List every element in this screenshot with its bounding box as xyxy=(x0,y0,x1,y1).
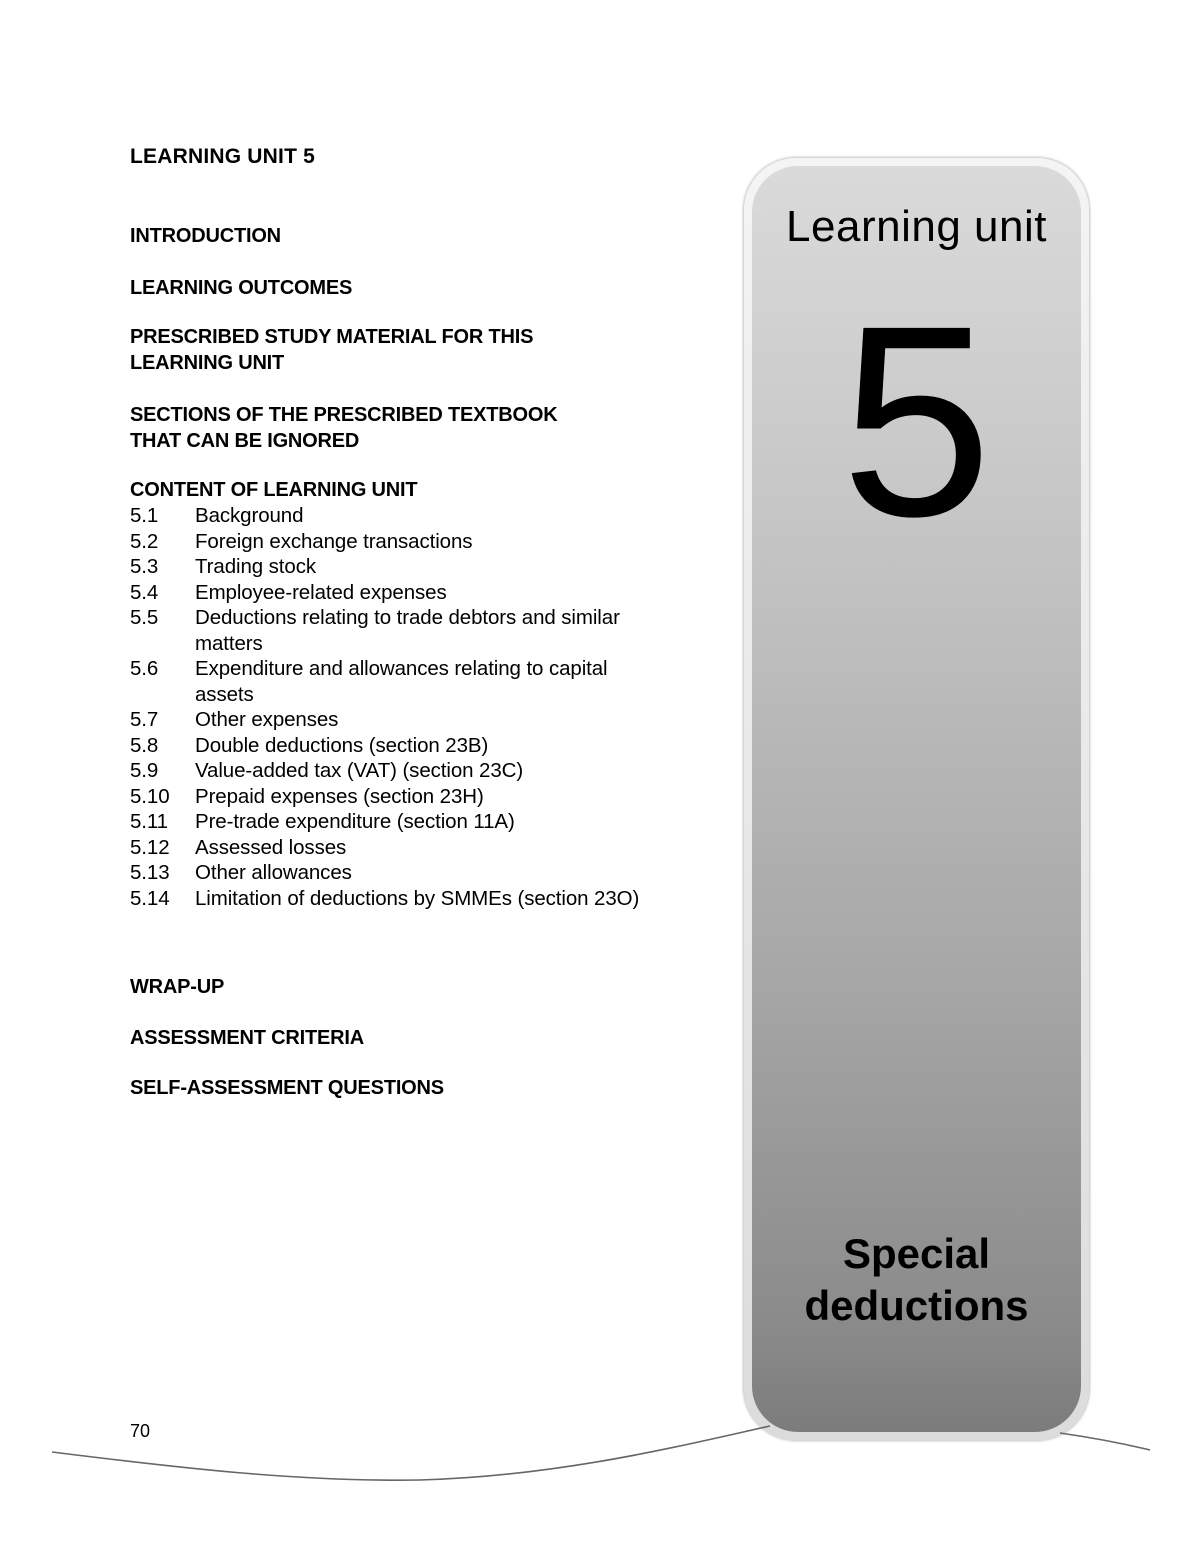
heading-wrap-up: WRAP-UP xyxy=(130,976,225,998)
list-item-number: 5.13 xyxy=(130,861,170,884)
list-item-text: Expenditure and allowances relating to capital assets xyxy=(195,657,608,706)
list-item xyxy=(130,860,670,886)
heading-prescribed-material-line2: LEARNING UNIT xyxy=(130,352,285,374)
list-item-text: Other expenses xyxy=(195,708,339,731)
list-item-text: Prepaid expenses (section 23H) xyxy=(195,784,484,808)
list-item-number: 5.2 xyxy=(130,529,159,553)
list-item-number: 5.11 xyxy=(130,810,168,833)
list-item-text: Pre-trade expenditure (section 11A) xyxy=(195,810,515,833)
list-item xyxy=(130,784,670,810)
list-item xyxy=(130,656,670,707)
unit-card-panel xyxy=(752,166,1081,1432)
unit-card xyxy=(744,158,1089,1440)
list-item-text: Value-added tax (VAT) (section 23C) xyxy=(195,759,524,782)
decorative-wave xyxy=(0,1400,1200,1500)
list-item xyxy=(130,580,670,606)
list-item-number: 5.14 xyxy=(130,886,170,910)
list-item-number: 5.4 xyxy=(130,580,159,604)
content-list xyxy=(130,503,670,911)
list-item xyxy=(130,809,670,835)
list-item xyxy=(130,758,670,784)
list-item-text: Assessed losses xyxy=(195,835,347,859)
heading-ignored-sections xyxy=(130,402,650,454)
unit-card-number: 5 xyxy=(840,269,993,573)
list-item xyxy=(130,503,670,529)
list-item xyxy=(130,835,670,861)
heading-prescribed-material-line1: PRESCRIBED STUDY MATERIAL FOR THIS xyxy=(130,326,534,348)
unit-card-label: Learning unit xyxy=(786,202,1047,251)
list-item-text: Deductions relating to trade debtors and similar matters xyxy=(195,606,620,655)
list-item-text: Employee-related expenses xyxy=(195,580,447,604)
unit-card-subtitle-line2: deductions xyxy=(804,1282,1029,1329)
heading-prescribed-material xyxy=(130,324,650,376)
list-item-number: 5.7 xyxy=(130,708,159,731)
list-item xyxy=(130,733,670,759)
list-item-number: 5.8 xyxy=(130,733,159,757)
heading-ignored-sections-line1: SECTIONS OF THE PRESCRIBED TEXTBOOK xyxy=(130,404,558,426)
unit-card-subtitle-line1: Special xyxy=(842,1230,991,1277)
list-item-number: 5.10 xyxy=(130,784,170,808)
list-item-number: 5.3 xyxy=(130,555,159,578)
list-item xyxy=(130,886,670,912)
unit-title: LEARNING UNIT 5 xyxy=(130,145,316,168)
list-item-text: Other allowances xyxy=(195,861,352,884)
list-item-number: 5.5 xyxy=(130,606,159,629)
list-item-text: Limitation of deductions by SMMEs (section 23O) xyxy=(195,886,640,910)
list-item xyxy=(130,554,670,580)
heading-content: CONTENT OF LEARNING UNIT xyxy=(130,479,418,501)
page-number: 70 xyxy=(130,1421,151,1441)
list-item-text: Trading stock xyxy=(195,555,316,578)
list-item xyxy=(130,605,670,656)
heading-assessment-criteria: ASSESSMENT CRITERIA xyxy=(130,1027,365,1049)
list-item-number: 5.9 xyxy=(130,759,159,782)
unit-card-subtitle xyxy=(752,1228,1081,1332)
list-item-text: Double deductions (section 23B) xyxy=(195,733,489,757)
list-item-number: 5.12 xyxy=(130,835,170,859)
list-item-number: 5.1 xyxy=(130,504,159,527)
list-item-text: Background xyxy=(195,504,304,527)
list-item-number: 5.6 xyxy=(130,657,159,680)
heading-learning-outcomes: LEARNING OUTCOMES xyxy=(130,277,353,299)
wave-line-left xyxy=(52,1426,770,1480)
list-item xyxy=(130,707,670,733)
list-item-text: Foreign exchange transactions xyxy=(195,529,473,553)
list-item xyxy=(130,529,670,555)
heading-introduction: INTRODUCTION xyxy=(130,225,281,247)
heading-ignored-sections-line2: THAT CAN BE IGNORED xyxy=(130,430,360,452)
wave-line-right xyxy=(1060,1433,1150,1450)
heading-self-assessment: SELF-ASSESSMENT QUESTIONS xyxy=(130,1077,444,1099)
